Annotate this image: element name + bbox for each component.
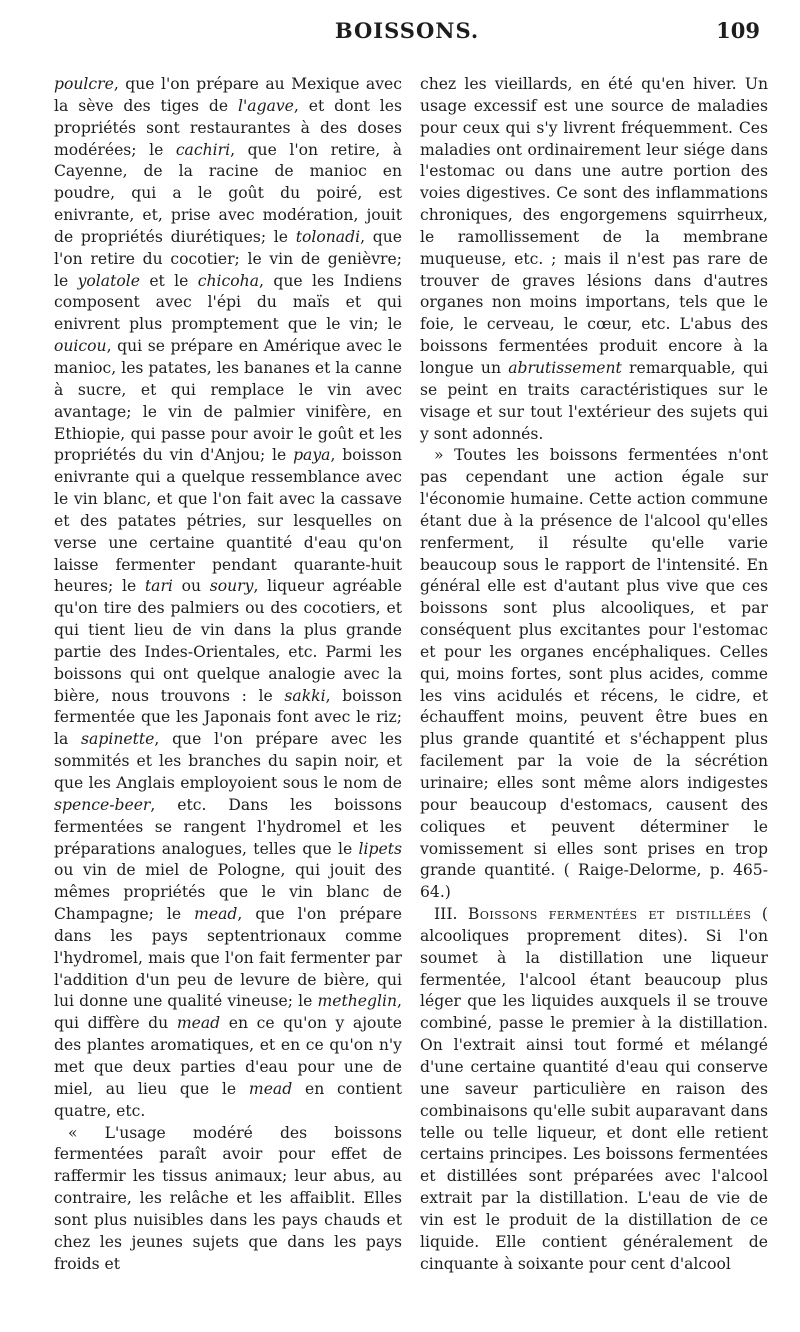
italic-term: tari — [144, 577, 173, 596]
right-column — [420, 74, 768, 1275]
text-run: ou vin de miel de Pologne, qui jouit des mêmes propriétés que le vin blanc de Champagne; le — [54, 861, 402, 924]
paragraph — [420, 904, 768, 1275]
italic-term: l'agave — [238, 96, 294, 115]
paragraph — [54, 74, 402, 1123]
italic-term: sakki — [284, 686, 326, 705]
italic-term: metheglin — [317, 992, 398, 1011]
text-run: , liqueur agréable qu'on tire des palmiers ou des cocotiers, et qui tient lieu de vin dans la plus grande partie des Indes-Orientales, etc. Parmi les boissons qui ont quelque analogie avec la bière, nous trouvons : le — [54, 577, 402, 705]
text-run: , boisson enivrante qui a quelque ressemblance avec le vin blanc, et que l'on fait avec la cassave et des patates pétries, sur lesquelles on verse une certaine quantité d'eau qu'on laisse fermenter pendant quarante-huit heures; le — [54, 446, 402, 596]
text-run: en ce qu'on y ajoute des plantes aromatiques, et en ce qu'on n'y met que deux parties d'eau pour une de miel, au lieu que le — [54, 1014, 402, 1098]
text-run: » Toutes les boissons fermentées n'ont pas cependant une action égale sur l'économie humaine. Cette action commune étant due à la présence de l'alcool qu'elles renferment, il résulte qu'elle varie beaucoup sous le rapport de l'intensité. En général elle est d'autant plus vive que ces boissons sont plus alcooliques, et par conséquent plus excitantes pour l'estomac et pour les organes encéphaliques. Celles qui, moins fortes, sont plus acides, comme les vins acidulés et récens, le cidre, et échauffent moins, peuvent être bues en plus grande quantité et s'échappent plus facilement par la voie de la sécrétion urinaire; elles sont même alors indigestes pour beaucoup d'estomacs, causent des coliques et peuvent déterminer le vomissement si elles sont prises en trop grande quantité. ( Raige-Delorme, p. 465-64.) — [420, 446, 768, 902]
text-run: , que l'on prépare dans les pays septentrionaux comme l'hydromel, mais que l'on fait fermenter par l'addition d'un peu de levure de bière, qui lui donne une qualité vineuse; le — [54, 905, 402, 1011]
text-run: , que l'on prépare au Mexique avec la sève des tiges de — [54, 75, 402, 115]
paragraph — [54, 1123, 402, 1276]
italic-term: chicoha — [197, 271, 260, 290]
paragraph — [420, 445, 768, 904]
text-run: III. — [434, 905, 468, 924]
text-run: , qui diffère du — [54, 992, 402, 1033]
text-run: ( alcooliques proprement dites). Si l'on soumet à la distillation une liqueur fermentée, l'alcool étant beaucoup plus léger que les liquides auxquels il se trouve combiné, passe le premier à la distillation. On l'extrait ainsi tout formé et mélangé d'une certaine quantité d'eau qui conserve une saveur particulière en raison des combinaisons qu'elle subit auparavant dans telle ou telle liqueur, et dont elle retient certains principes. Les boissons fermentées et distillées sont préparées avec l'alcool extrait par la distillation. L'eau de vie de vin est le produit de la distillation de ce liquide. Elle contient généralement de cinquante à soixante pour cent d'alcool — [420, 905, 768, 1273]
text-run: ou — [172, 577, 210, 596]
italic-term: mead — [248, 1079, 293, 1098]
italic-term: soury — [209, 577, 254, 596]
text-run: , que l'on retire du cocotier; le vin de genièvre; le — [54, 227, 403, 290]
text-run: , que l'on prépare avec les sommités et les branches du sapin noir, et que les Anglais employoient sous le nom de — [54, 730, 402, 792]
page-number: 109 — [716, 18, 760, 43]
italic-term: yolatole — [77, 271, 140, 290]
italic-term: mead — [194, 905, 238, 924]
text-run: , que l'on retire, à Cayenne, de la racine de manioc en poudre, qui a le goût du poiré, est enivrante, et, prise avec modération, jouit de propriétés diurétiques; le — [54, 140, 402, 246]
text-run: , qui se prépare en Amérique avec le manioc, les patates, les bananes et la canne à sucre, et qui remplace le vin avec avantage; le vin de palmier vinifère, en Ethiopie, qui passe pour avoir le goût et les propriétés du vin d'Anjou; le — [54, 337, 402, 465]
text-run: remarquable, qui se peint en traits caractéristiques sur le visage et sur tout l'extérieur des sujets qui y sont adonnés. — [420, 358, 769, 443]
italic-term: ouicou — [54, 337, 107, 356]
italic-term: paya — [293, 446, 331, 465]
text-run: , et dont les propriétés sont restaurantes à des doses modérées; le — [54, 96, 402, 159]
text-run: chez les vieillards, en été qu'en hiver. Un usage excessif est une source de maladies pour ceux qui s'y livrent fréquemment. Ces maladies ont ordinairement leur siége dans l'estomac ou dans une autre portion des voies digestives. Ce sont des inflammations chroniques, des engorgemens squirrheux, le ramollissement de la membrane muqueuse, etc. ; mais il n'est pas rare de trouver de graves lésions dans d'autres organes non moins importans, tels que le foie, le cerveau, le cœur, etc. L'abus des boissons fermentées produit encore à la longue un — [420, 75, 768, 377]
italic-term: cachiri — [175, 140, 231, 159]
running-head — [54, 14, 760, 54]
italic-term: lipets — [358, 839, 402, 858]
running-title: BOISSONS. — [334, 18, 480, 43]
italic-term: poulcre — [54, 75, 114, 93]
italic-term: abrutissement — [508, 358, 622, 377]
paragraph — [420, 74, 768, 445]
italic-term: mead — [176, 1014, 221, 1033]
italic-term: sapinette — [81, 730, 155, 749]
text-run: en contient quatre, etc. — [54, 1079, 402, 1120]
text-run: , que les Indiens composent avec l'épi du maïs et qui enivrent plus promptement que le vin; le — [54, 271, 402, 334]
section-heading: Boissons fermentées et distillées — [467, 905, 752, 924]
text-run: et le — [139, 271, 198, 290]
text-run: , etc. Dans les boissons fermentées se rangent l'hydromel et les préparations analogues, telles que le — [54, 795, 402, 858]
text-run: « L'usage modéré des boissons fermentées paraît avoir pour effet de raffermir les tissus animaux; leur abus, au contraire, les relâche et les affaiblit. Elles sont plus nuisibles dans les pays chauds et chez les jeunes sujets que dans les pays froids et — [54, 1123, 402, 1273]
italic-term: tolonadi — [295, 227, 361, 246]
left-column — [54, 74, 402, 1275]
italic-term: spence-beer — [54, 795, 151, 814]
text-run: , boisson fermentée que les Japonais font avec le riz; la — [54, 686, 402, 749]
